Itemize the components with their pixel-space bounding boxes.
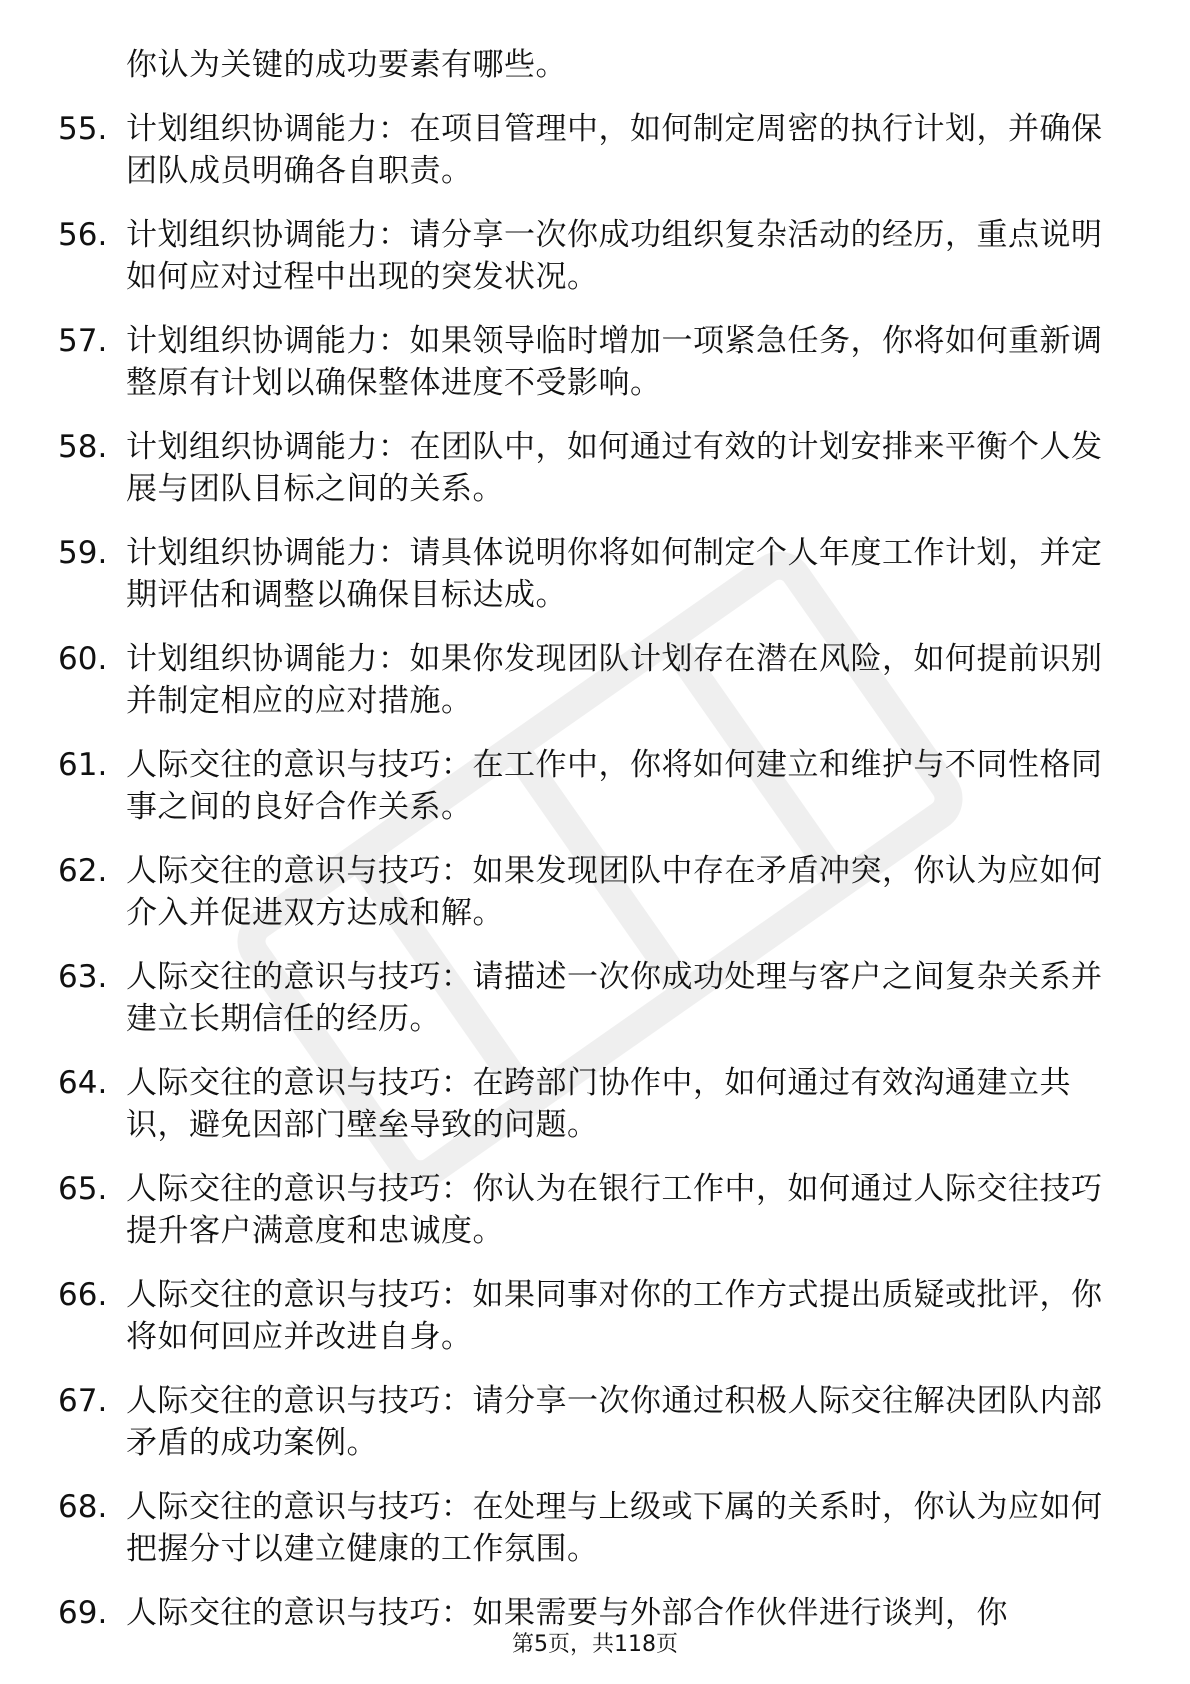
item-number: 56.	[58, 217, 108, 253]
item-number: 57.	[58, 323, 108, 359]
item-text: 人际交往的意识与技巧：请分享一次你通过积极人际交往解决团队内部矛盾的成功案例。	[126, 1383, 1103, 1461]
item-number: 63.	[58, 959, 108, 995]
item-number: 65.	[58, 1171, 108, 1207]
page-footer: 第5页，共118页	[512, 1632, 678, 1657]
item-number: 59.	[58, 535, 108, 571]
item-text: 人际交往的意识与技巧：如果同事对你的工作方式提出质疑或批评，你将如何回应并改进自身。	[126, 1277, 1103, 1355]
list-item	[58, 1486, 1120, 1570]
item-text: 计划组织协调能力：如果你发现团队计划存在潜在风险，如何提前识别并制定相应的应对措施。	[126, 641, 1103, 719]
item-number: 55.	[58, 111, 108, 147]
list-item	[58, 532, 1120, 616]
item-text: 计划组织协调能力：在项目管理中，如何制定周密的执行计划，并确保团队成员明确各自职责。	[126, 111, 1103, 189]
list-item	[58, 320, 1120, 404]
item-text: 人际交往的意识与技巧：在跨部门协作中，如何通过有效沟通建立共识，避免因部门壁垒导致的问题。	[126, 1065, 1071, 1143]
question-list	[58, 44, 1120, 1656]
item-text: 计划组织协调能力：请具体说明你将如何制定个人年度工作计划，并定期评估和调整以确保目标达成。	[126, 535, 1103, 613]
list-item	[58, 744, 1120, 828]
item-number: 64.	[58, 1065, 108, 1101]
item-number: 62.	[58, 853, 108, 889]
item-text: 人际交往的意识与技巧：在处理与上级或下属的关系时，你认为应如何把握分寸以建立健康的工作氛围。	[126, 1489, 1103, 1567]
item-number: 68.	[58, 1489, 108, 1525]
item-number: 58.	[58, 429, 108, 465]
item-text: 人际交往的意识与技巧：在工作中，你将如何建立和维护与不同性格同事之间的良好合作关系。	[126, 747, 1103, 825]
item-text: 人际交往的意识与技巧：请描述一次你成功处理与客户之间复杂关系并建立长期信任的经历。	[126, 959, 1103, 1037]
item-text: 人际交往的意识与技巧：如果发现团队中存在矛盾冲突，你认为应如何介入并促进双方达成和解。	[126, 853, 1103, 931]
item-text: 人际交往的意识与技巧：你认为在银行工作中，如何通过人际交往技巧提升客户满意度和忠诚度。	[126, 1171, 1103, 1249]
list-item	[58, 214, 1120, 298]
item-text: 计划组织协调能力：在团队中，如何通过有效的计划安排来平衡个人发展与团队目标之间的关系。	[126, 429, 1103, 507]
item-number: 69.	[58, 1595, 108, 1631]
continuation-line: 你认为关键的成功要素有哪些。	[126, 47, 567, 83]
list-item	[58, 1380, 1120, 1464]
list-item	[58, 1168, 1120, 1252]
item-text: 计划组织协调能力：如果领导临时增加一项紧急任务，你将如何重新调整原有计划以确保整体进度不受影响。	[126, 323, 1103, 401]
item-text: 人际交往的意识与技巧：如果需要与外部合作伙伴进行谈判，你	[126, 1595, 1008, 1631]
list-item	[58, 426, 1120, 510]
item-text: 计划组织协调能力：请分享一次你成功组织复杂活动的经历，重点说明如何应对过程中出现的突发状况。	[126, 217, 1103, 295]
item-number: 60.	[58, 641, 108, 677]
list-item	[58, 956, 1120, 1040]
list-item	[58, 1592, 1120, 1634]
list-item	[58, 638, 1120, 722]
list-item	[58, 1062, 1120, 1146]
list-item	[58, 108, 1120, 192]
item-number: 61.	[58, 747, 108, 783]
list-item	[58, 850, 1120, 934]
item-number: 66.	[58, 1277, 108, 1313]
item-number: 67.	[58, 1383, 108, 1419]
list-item	[58, 1274, 1120, 1358]
